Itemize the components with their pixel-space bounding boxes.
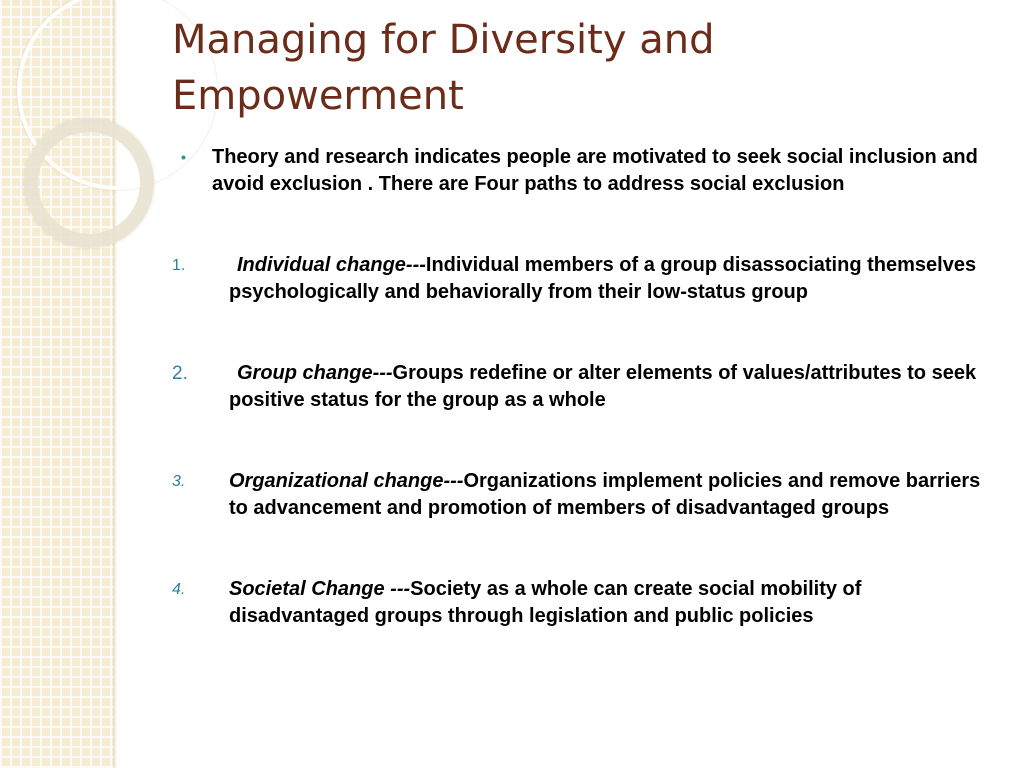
item-text: Organizations implement policies and remove barriers to advancement and promotion of members of disadvantaged groups	[229, 470, 981, 519]
item-number: 4.	[172, 581, 186, 598]
list-item	[172, 252, 992, 306]
item-term: Societal Change ---	[229, 578, 411, 600]
list-item	[172, 360, 992, 414]
item-term: Group change---	[237, 362, 393, 384]
list-item	[172, 468, 992, 522]
list-item	[172, 576, 992, 630]
slide-title: Managing for Diversity and Empowerment	[172, 17, 715, 119]
item-term: Organizational change---	[229, 470, 464, 492]
item-number: 2.	[172, 363, 188, 384]
decorative-ring-icon	[24, 118, 154, 248]
intro-text: Theory and research indicates people are motivated to seek social inclusion and avoid exclusion . There are Four paths to address social exclusion	[212, 146, 978, 195]
item-term: Individual change---	[237, 254, 426, 276]
item-text: Groups redefine or alter elements of values/attributes to seek positive status for the group as a whole	[229, 362, 977, 411]
intro-bullet	[172, 144, 992, 198]
slide-body	[172, 144, 992, 684]
item-text: Society as a whole can create social mobility of disadvantaged groups through legislation and public policies	[229, 578, 862, 627]
item-number: 3.	[172, 473, 186, 490]
bullet-icon: •	[181, 149, 186, 165]
item-text: Individual members of a group disassociating themselves psychologically and behaviorally from their low-status group	[229, 254, 977, 303]
item-number: 1.	[172, 257, 186, 274]
